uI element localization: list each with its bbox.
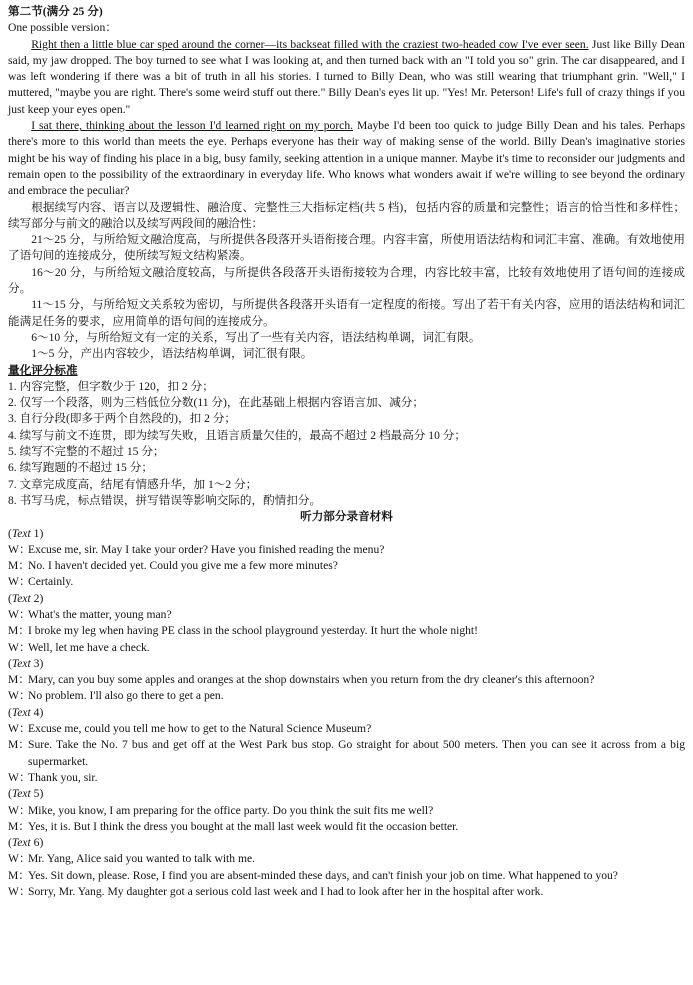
text-label-word: Text: [11, 591, 31, 605]
essay-paragraph-2-body: Maybe I'd been too quick to judge Billy Dean and his tales. Perhaps there's more to this world than meets the eye. Perhaps everyone has their way of making sense of the world. Billy Dean's imaginative stories might be his way of finding his place in a big, busy family, seeking attention in a unique manner. Maybe it's time to reconsider our judgments and remain open to the possibility of the extraordinary in everyday life. Who knows what wonders await if we're willing to see beyond the ordinary and embrace the peculiar?: [8, 119, 685, 198]
essay-paragraph-1-opening: Right then a little blue car sped around the corner—its backseat filled with the craziest two-headed cow I've ever seen.: [31, 37, 589, 51]
essay-paragraph-2-opening: I sat there, thinking about the lesson I'd learned right on my porch.: [31, 119, 354, 133]
utterance: Excuse me, sir. May I take your order? Have you finished reading the menu?: [28, 542, 385, 556]
dialogue-line: [8, 558, 685, 574]
speaker: W：: [8, 575, 31, 589]
text-label-number: 6: [30, 836, 40, 850]
utterance: No problem. I'll also go there to get a pen.: [28, 689, 224, 703]
grading-level-3: 11～15 分，与所给短文关系较为密切，与所提供各段落开头语有一定程度的衔接。写出了若干有关内容，应用的语法结构和词汇能满足任务的要求，应用简单的语句间的连接成分。: [8, 298, 685, 328]
speaker: W：: [8, 607, 31, 621]
dialogue-line: [8, 640, 685, 656]
text-label-word: Text: [11, 787, 31, 801]
grading-level-4: 6～10 分，与所给短文有一定的关系，写出了一些有关内容，语法结构单调，词汇有限。: [31, 330, 481, 344]
dialogue-text-6: [8, 835, 685, 900]
text-label-number: 1: [30, 526, 40, 540]
utterance: What's the matter, young man?: [28, 607, 172, 621]
speaker: W：: [8, 770, 31, 784]
speaker: M：: [8, 673, 30, 687]
section-title: 第二节(满分 25 分): [8, 5, 103, 18]
listening-title: 听力部分录音材料: [300, 510, 393, 524]
text-label-word: Text: [11, 526, 31, 540]
speaker: M：: [8, 624, 30, 638]
speaker: W：: [8, 689, 31, 703]
speaker: W：: [8, 640, 31, 654]
grading-level-5: 1～5 分，产出内容较少，语法结构单调，词汇很有限。: [31, 347, 313, 361]
dialogue-line: [8, 803, 685, 819]
utterance: Mary, can you buy some apples and oranges at the shop downstairs when you return from the dry cleaner's this afternoon?: [28, 673, 595, 687]
utterance: Thank you, sir.: [28, 770, 98, 784]
dialogue-line: [8, 688, 685, 704]
dialogue-line: [8, 737, 685, 770]
text-label: (Text 1): [8, 526, 44, 540]
speaker: W：: [8, 885, 31, 899]
speaker: W：: [8, 722, 31, 736]
grading-level-2: 16～20 分，与所给短文融洽度较高，与所提供各段落开头语衔接较为合理，内容比较丰富，比较有效地使用了语句间的连接成分。: [8, 265, 685, 296]
utterance: Certainly.: [28, 575, 74, 589]
speaker: W：: [8, 852, 31, 866]
essay-paragraph-2: [8, 118, 685, 199]
speaker: M：: [8, 868, 30, 882]
dialogue-line: [8, 672, 685, 688]
speaker: M：: [8, 819, 30, 833]
text-label: (Text 6): [8, 836, 44, 850]
quant-item: 5. 续写不完整的不超过 15 分；: [8, 445, 165, 459]
dialogue-line: [8, 542, 685, 558]
dialogue-line: [8, 851, 685, 867]
dialogue-text-1: [8, 526, 685, 591]
text-label-number: 4: [30, 705, 40, 719]
quant-item: 8. 书写马虎，标点错误，拼写错误等影响交际的，酌情扣分。: [8, 493, 322, 507]
utterance: No. I haven't decided yet. Could you give me a few more minutes?: [28, 559, 338, 573]
quant-item: 3. 自行分段(即多于两个自然段的)，扣 2 分；: [8, 412, 237, 426]
quant-item: 2. 仅写一个段落，则为三档低位分数(11 分)，在此基础上根据内容语言加、减分；: [8, 396, 424, 410]
utterance: Sure. Take the No. 7 bus and get off at the West Park bus stop. Go straight for about 500 meters. Then you can see it across from a big supermarket.: [28, 738, 685, 768]
version-label: One possible version：: [8, 21, 117, 35]
dialogue-line: [8, 623, 685, 639]
utterance: Mr. Yang, Alice said you wanted to talk with me.: [28, 852, 256, 866]
text-label-word: Text: [11, 656, 31, 670]
dialogue-text-2: [8, 591, 685, 656]
dialogue-line: [8, 574, 685, 590]
dialogue-text-3: [8, 656, 685, 705]
utterance: Mike, you know, I am preparing for the office party. Do you think the suit fits me well?: [28, 803, 434, 817]
quant-title-text: 量化评分标准: [8, 363, 78, 377]
speaker: M：: [8, 559, 30, 573]
dialogue-line: [8, 607, 685, 623]
quant-item: 7. 文章完成度高，结尾有情感升华，加 1～2 分；: [8, 477, 258, 491]
speaker: W：: [8, 542, 31, 556]
dialogue-line: [8, 819, 685, 835]
speaker: W：: [8, 803, 31, 817]
dialogue-line: [8, 770, 685, 786]
quant-item: 6. 续写跑题的不超过 15 分；: [8, 461, 153, 475]
dialogue-line: [8, 884, 685, 900]
text-label-number: 5: [30, 787, 40, 801]
text-label-word: Text: [11, 705, 31, 719]
utterance: Sorry, Mr. Yang. My daughter got a serious cold last week and I had to look after her in the hospital after work.: [28, 885, 544, 899]
utterance: Yes. Sit down, please. Rose, I find you are absent-minded these days, and can't finish your job on time. What happened to you?: [28, 868, 618, 882]
dialogue-line: [8, 721, 685, 737]
utterance: Well, let me have a check.: [28, 640, 150, 654]
utterance: I broke my leg when having PE class in the school playground yesterday. It hurt the whole night!: [28, 624, 479, 638]
speaker: M：: [8, 738, 30, 752]
essay-paragraph-1: [8, 37, 685, 118]
dialogue-line: [8, 868, 685, 884]
quant-item: 1. 内容完整，但字数少于 120，扣 2 分；: [8, 379, 214, 393]
quant-title: [8, 363, 685, 379]
utterance: Excuse me, could you tell me how to get to the Natural Science Museum?: [28, 722, 372, 736]
text-label-number: 2: [30, 591, 40, 605]
utterance: Yes, it is. But I think the dress you bought at the mall last week would fit the occasion better.: [28, 819, 459, 833]
quant-item: 4. 续写与前文不连贯，即为续写失败，且语言质量欠佳的，最高不超过 2 档最高分 10 分；: [8, 428, 466, 442]
grading-level-1: 21～25 分，与所给短文融洽度高，与所提供各段落开头语衔接合理。内容丰富，所使用语法结构和词汇丰富、准确。有效地使用了语句间的连接成分，使所续写短文结构紧凑。: [8, 233, 685, 263]
dialogue-text-4: [8, 705, 685, 786]
text-label: (Text 2): [8, 591, 44, 605]
text-label: (Text 3): [8, 656, 44, 670]
text-label: (Text 5): [8, 787, 44, 801]
grading-intro: 根据续写内容、语言以及逻辑性、融洽度、完整性三大指标定档(共 5 档)，包括内容的质量和完整性；语言的恰当性和多样性；续写部分与前文的融洽以及续写两段间的融洽性：: [8, 200, 685, 230]
text-label: (Text 4): [8, 705, 44, 719]
essay-paragraph-1-body: Just like Billy Dean said, my jaw dropped. The boy turned to see what I was looking at, and then turned back with an "I told you so" grin. The car disappeared, and I was left wondering if there was a bit of truth in all his stories. I turned to Billy Dean, who was still wearing that triumphant grin. "Well," I muttered, "maybe you are right. There's some weird stuff out there." Billy Dean's eyes lit up. "Yes! Mr. Peterson! Life's full of crazy things if you just keep your eyes open.": [8, 37, 685, 116]
text-label-word: Text: [11, 836, 31, 850]
dialogue-text-5: [8, 786, 685, 835]
text-label-number: 3: [30, 656, 40, 670]
